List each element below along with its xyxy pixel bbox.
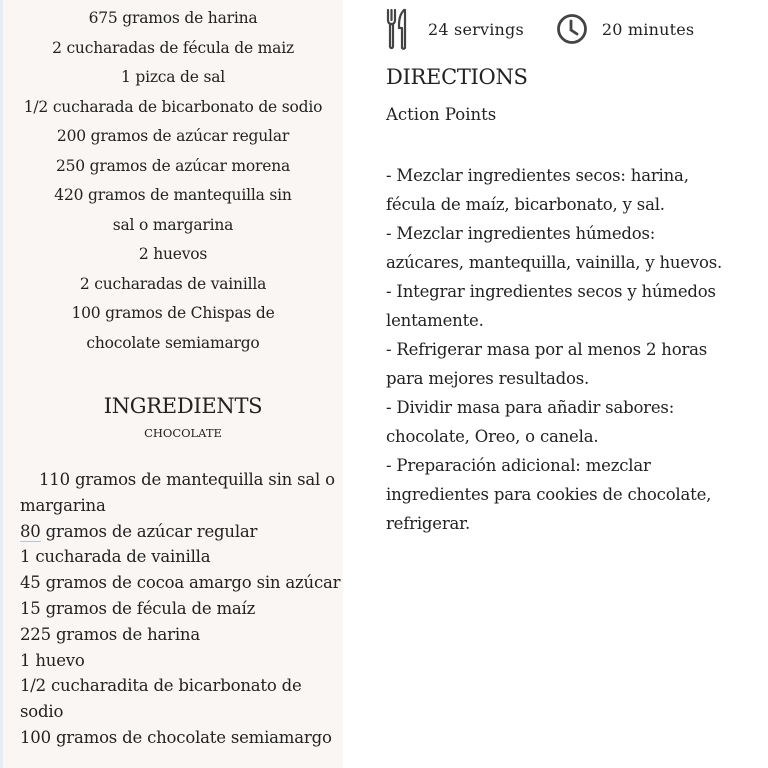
direction-step: - Integrar ingredientes secos y húmedos lentamente. <box>386 282 716 330</box>
direction-step: - Refrigerar masa por al menos 2 horas para mejores resultados. <box>386 340 708 388</box>
ingredient-item: 225 gramos de harina <box>20 624 200 644</box>
ingredients-heading: INGREDIENTS <box>103 394 263 418</box>
ingredient-item: 2 cucharadas de fécula de maiz <box>52 38 294 57</box>
servings-meta <box>386 7 524 51</box>
ingredient-item: 45 gramos de cocoa amargo sin azúcar <box>20 573 341 593</box>
ingredient-item: 675 gramos de harina <box>88 9 258 27</box>
direction-step: - Mezclar ingredientes húmedos: azúcares, mantequilla, vainilla, y huevos. <box>386 224 723 272</box>
directions-heading: DIRECTIONS <box>386 65 528 89</box>
main-ingredients-list <box>3 4 343 358</box>
ingredient-item: 250 gramos de azúcar morena <box>55 156 291 175</box>
ingredient-item: 15 gramos de fécula de maíz <box>20 598 256 618</box>
ingredient-item: 420 gramos de mantequilla sin sal o margarina <box>54 186 292 234</box>
ingredient-item: 110 gramos de mantequilla sin sal o margarina <box>20 470 335 515</box>
time-value: 20 minutes <box>601 19 695 39</box>
ingredient-item: 1 pizca de sal <box>120 68 226 86</box>
ingredients-panel <box>0 0 343 768</box>
ingredient-item: 1 huevo <box>20 650 85 670</box>
fork-knife-icon <box>386 7 408 51</box>
directions-steps <box>386 161 731 538</box>
directions-subheading: Action Points <box>386 105 497 124</box>
ingredient-item: 1/2 cucharada de bicarbonato de sodio <box>23 97 323 116</box>
chocolate-ingredients-list <box>20 467 345 751</box>
ingredient-item: 1 cucharada de vainilla <box>20 547 211 567</box>
ingredient-item <box>20 519 345 545</box>
ingredient-item: 2 huevos <box>138 245 208 263</box>
ingredient-item: 100 gramos de Chispas de chocolate semiamargo <box>71 304 275 352</box>
ingredient-item: 200 gramos de azúcar regular <box>56 127 290 145</box>
direction-step: - Preparación adicional: mezclar ingredientes para cookies de chocolate, refrigerar. <box>386 456 712 533</box>
ingredient-item: 1/2 cucharadita de bicarbonato de sodio <box>20 676 302 722</box>
direction-step: - Mezclar ingredientes secos: harina, fécula de maíz, bicarbonato, y sal. <box>386 166 689 214</box>
clock-icon <box>556 13 588 45</box>
ingredients-subheading: CHOCOLATE <box>144 426 222 440</box>
direction-step: - Dividir masa para añadir sabores: chocolate, Oreo, o canela. <box>386 398 675 446</box>
ingredient-item: 100 gramos de chocolate semiamargo <box>20 727 332 747</box>
recipe-meta <box>386 6 766 52</box>
ingredient-text: gramos de azúcar regular <box>40 521 258 541</box>
time-meta <box>556 13 694 45</box>
servings-value: 24 servings <box>428 19 524 39</box>
ingredient-amount: 80 <box>20 521 41 541</box>
ingredient-item: 2 cucharadas de vainilla <box>79 274 267 293</box>
